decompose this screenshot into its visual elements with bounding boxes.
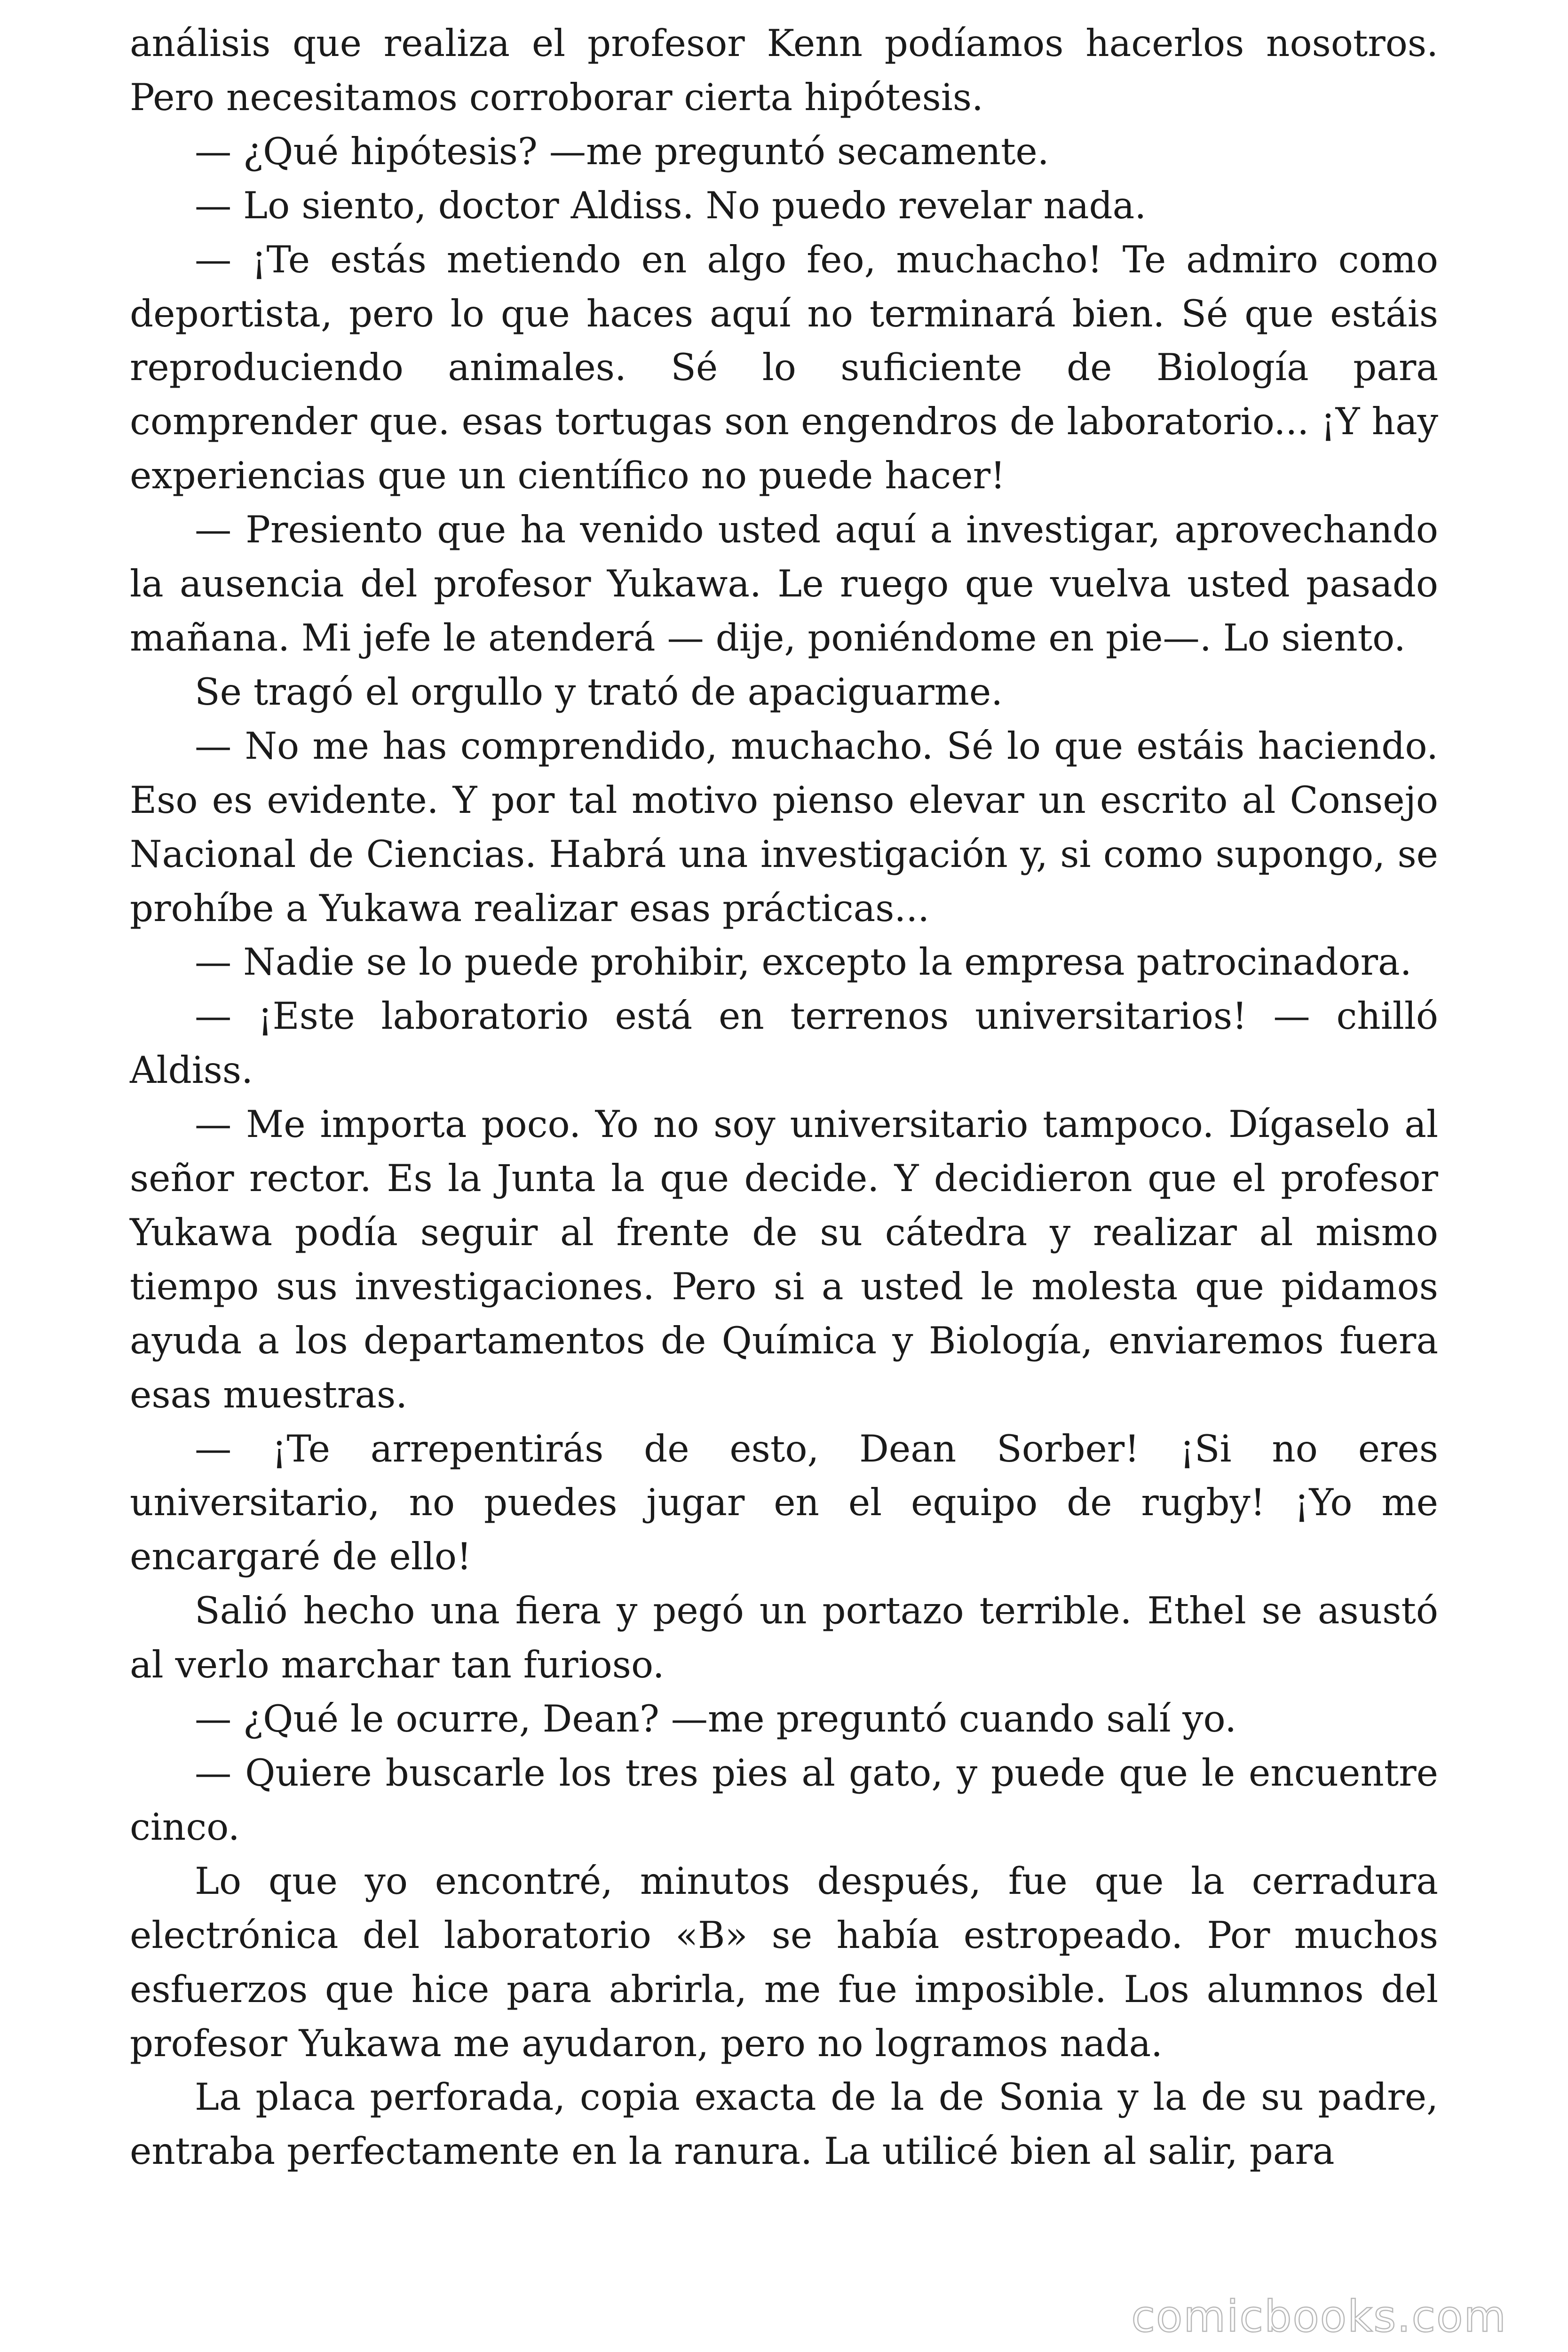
paragraph-5: — Presiento que ha venido usted aquí a investigar, aprovechando la ausencia del profesor Yukawa. Le ruego que vuelva usted pasado mañana. Mi jefe le atenderá — dije, poniéndome en pie—. Lo siento.: [130, 509, 1438, 660]
paragraph-2: — ¿Qué hipótesis? —me preguntó secamente.: [195, 130, 1049, 173]
paragraph-15: Lo que yo encontré, minutos después, fue que la cerradura electrónica del laboratorio «B» se había estropeado. Por muchos esfuerzos que hice para abrirla, me fue imposible. Los alumnos del profesor Yukawa me ayudaron, pero no logramos nada.: [130, 1859, 1438, 2065]
paragraph-1: análisis que realiza el profesor Kenn podíamos hacerlos nosotros. Pero necesitamos corroborar cierta hipótesis.: [130, 22, 1438, 119]
paragraph-11: — ¡Te arrepentirás de esto, Dean Sorber! ¡Si no eres universitario, no puedes jugar en el equipo de rugby! ¡Yo me encargaré de ello!: [130, 1427, 1438, 1579]
paragraph-16: La placa perforada, copia exacta de la de Sonia y la de su padre, entraba perfectamente en la ranura. La utilicé bien al salir, para: [130, 2076, 1438, 2173]
paragraph-12: Salió hecho una fiera y pegó un portazo terrible. Ethel se asustó al verlo marchar tan furioso.: [130, 1589, 1438, 1687]
paragraph-6: Se tragó el orgullo y trató de apaciguarme.: [195, 670, 1003, 714]
paragraph-9: — ¡Este laboratorio está en terrenos universitarios! — chilló Aldiss.: [130, 995, 1438, 1092]
paragraph-3: — Lo siento, doctor Aldiss. No puedo revelar nada.: [195, 184, 1147, 227]
paragraph-4: — ¡Te estás metiendo en algo feo, muchacho! Te admiro como deportista, pero lo que haces aquí no terminará bien. Sé que estáis reproduciendo animales. Sé lo suficiente de Biología para comprender que. esas tortugas son engendros de laboratorio... ¡Y hay experiencias que un científico no puede hacer!: [130, 238, 1438, 498]
paragraph-7: — No me has comprendido, muchacho. Sé lo que estáis haciendo. Eso es evidente. Y por tal motivo pienso elevar un escrito al Consejo Nacional de Ciencias. Habrá una investigación y, si como supongo, se prohíbe a Yukawa realizar esas prácticas...: [130, 724, 1438, 930]
book-page: [130, 17, 1438, 2179]
paragraph-14: — Quiere buscarle los tres pies al gato, y puede que le encuentre cinco.: [130, 1752, 1438, 1849]
watermark: comicbooks.com: [1131, 2291, 1507, 2342]
paragraph-10: — Me importa poco. Yo no soy universitario tampoco. Dígaselo al señor rector. Es la Junta la que decide. Y decidieron que el profesor Yukawa podía seguir al frente de su cátedra y realizar al mismo tiempo sus investigaciones. Pero si a usted le molesta que pidamos ayuda a los departamentos de Química y Biología, enviaremos fuera esas muestras.: [130, 1103, 1438, 1416]
paragraph-13: — ¿Qué le ocurre, Dean? —me preguntó cuando salí yo.: [195, 1698, 1237, 1741]
paragraph-8: — Nadie se lo puede prohibir, excepto la empresa patrocinadora.: [195, 941, 1412, 984]
